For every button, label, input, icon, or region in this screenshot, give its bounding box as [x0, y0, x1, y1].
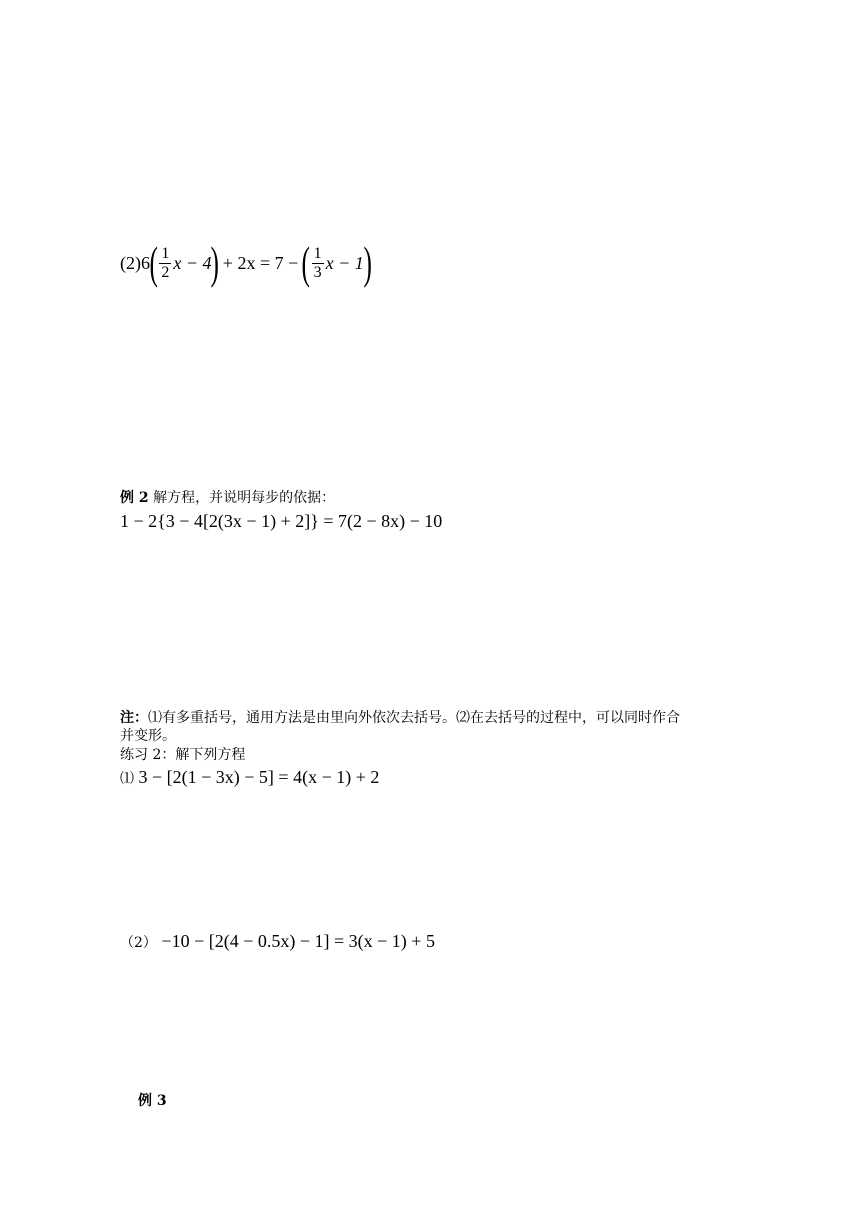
inner-expression-2: x − 1 — [325, 253, 364, 273]
example-2-heading — [120, 489, 335, 507]
practice-2-item-1 — [120, 766, 379, 788]
left-paren: ( — [149, 237, 158, 288]
middle-expression: + 2x = 7 − — [222, 253, 299, 273]
left-paren: ( — [301, 237, 311, 288]
example-2-label: 例 2 — [120, 490, 149, 506]
note-line-2: 并变形。 — [120, 728, 176, 744]
practice-2-title: 练习 2：解下列方程 — [120, 747, 246, 763]
fraction-denominator: 3 — [313, 263, 322, 281]
note-label: 注： — [120, 710, 148, 726]
right-paren: ) — [363, 237, 372, 288]
fraction-denominator: 2 — [161, 263, 170, 281]
equation-problem-2 — [120, 237, 372, 288]
problem-2-prefix: (2)6 — [120, 253, 150, 273]
item-1-equation: 3 − [2(1 − 3x) − 5] = 4(x − 1) + 2 — [138, 767, 380, 787]
example-2-instruction: 解方程，并说明每步的依据： — [153, 490, 336, 506]
example-2-equation: 1 − 2{3 − 4[2(3x − 1) + 2]} = 7(2 − 8x) − 10 — [120, 511, 443, 531]
inner-expression-1: x − 4 — [173, 253, 212, 273]
practice-2-item-2 — [120, 930, 435, 952]
fraction-one-third — [312, 245, 324, 282]
example-3-label: 例 3 — [138, 1093, 167, 1109]
note-text-1: ⑴有多重括号，通用方法是由里向外依次去括号。⑵在去括号的过程中，可以同时作合 — [148, 710, 680, 726]
item-2-prefix: （2） — [120, 935, 157, 951]
right-paren: ) — [210, 237, 220, 288]
fraction-one-half — [159, 245, 171, 282]
item-2-equation: −10 − [2(4 − 0.5x) − 1] = 3(x − 1) + 5 — [161, 931, 435, 951]
fraction-numerator: 1 — [161, 244, 170, 262]
fraction-numerator: 1 — [313, 244, 322, 262]
note-line-1 — [120, 709, 680, 727]
item-1-prefix: ⑴ — [120, 771, 134, 787]
